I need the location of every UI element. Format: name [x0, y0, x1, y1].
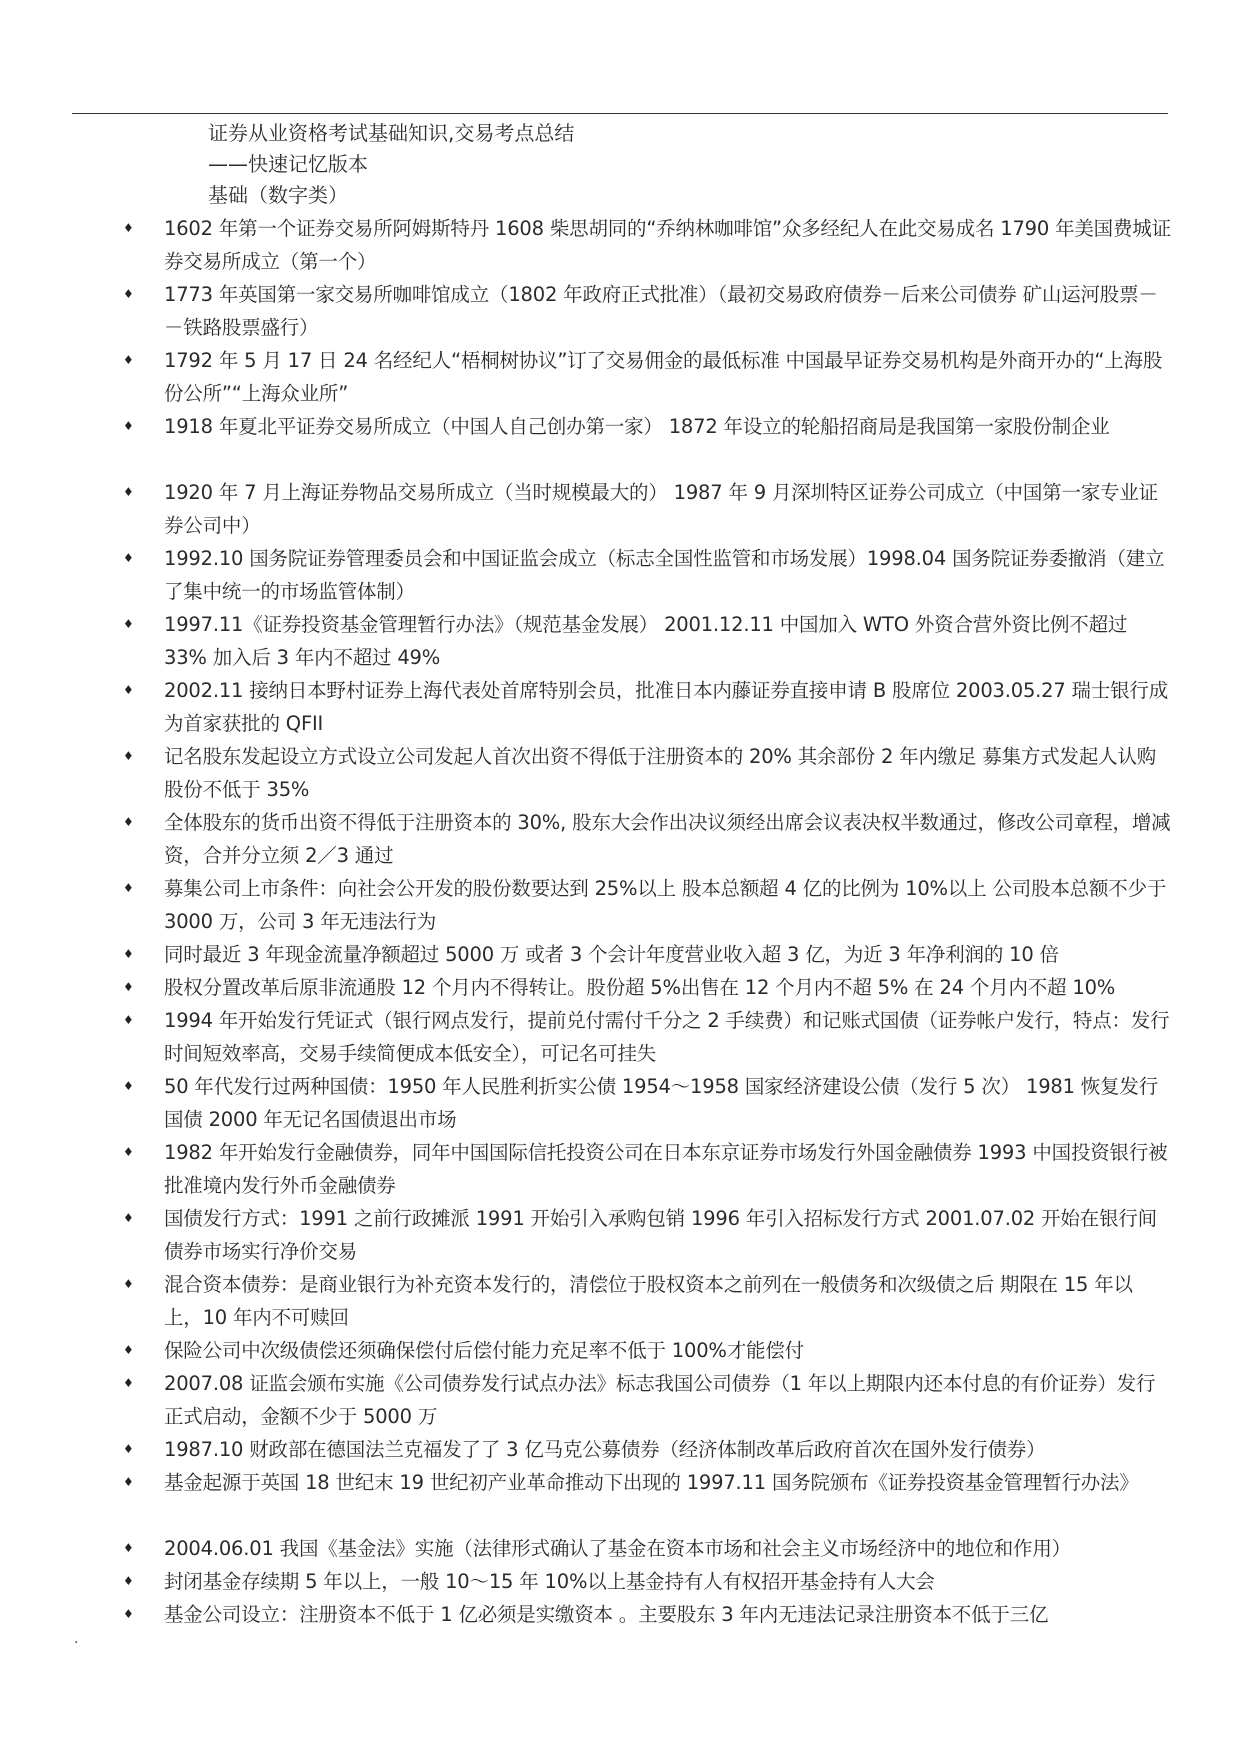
- list-item-text: 基金公司设立：注册资本不低于 1 亿必须是实缴资本 。主要股东 3 年内无违法记录注册资本不低于三亿: [164, 1603, 1049, 1626]
- list-item: [0, 938, 1241, 971]
- list-item: [0, 410, 1241, 476]
- header-rule: [72, 113, 1168, 114]
- diamond-bullet-icon: ♦: [123, 683, 134, 697]
- footer-mark: .: [74, 1631, 79, 1647]
- list-item-text: 股权分置改革后原非流通股 12 个月内不得转让。股份超 5%出售在 12 个月内不超 5% 在 24 个月内不超 10%: [164, 976, 1116, 999]
- diamond-bullet-icon: ♦: [123, 419, 134, 433]
- list-item-text: 同时最近 3 年现金流量净额超过 5000 万 或者 3 个会计年度营业收入超 3 亿，为近 3 年净利润的 10 倍: [164, 943, 1059, 966]
- list-item: [0, 1136, 1241, 1202]
- list-item-text: 1792 年 5 月 17 日 24 名经纪人“梧桐树协议”订了交易佣金的最低标准 中国最早证券交易机构是外商开办的“上海股份公所”“上海众业所”: [164, 349, 1163, 405]
- list-item-text: 国债发行方式：1991 之前行政摊派 1991 开始引入承购包销 1996 年引入招标发行方式 2001.07.02 开始在银行间债券市场实行净价交易: [164, 1207, 1157, 1263]
- list-item: [0, 278, 1241, 344]
- list-item: [0, 1334, 1241, 1367]
- section-heading: 基础（数字类）: [208, 183, 348, 207]
- list-item: [0, 1433, 1241, 1466]
- list-item-text: 1982 年开始发行金融债券，同年中国国际信托投资公司在日本东京证券市场发行外国金融债券 1993 中国投资银行被批准境内发行外币金融债券: [164, 1141, 1168, 1197]
- title-block: [208, 118, 574, 211]
- fact-list: [0, 212, 1241, 1631]
- diamond-bullet-icon: ♦: [123, 1211, 134, 1225]
- list-item: [0, 1070, 1241, 1136]
- list-item-text: 1602 年第一个证券交易所阿姆斯特丹 1608 柴思胡同的“乔纳林咖啡馆”众多经纪人在此交易成名 1790 年美国费城证券交易所成立（第一个）: [164, 217, 1171, 273]
- list-item: [0, 1004, 1241, 1070]
- list-item: [0, 1565, 1241, 1598]
- list-item: [0, 344, 1241, 410]
- list-item-text: 全体股东的货币出资不得低于注册资本的 30%, 股东大会作出决议须经出席会议表决权半数通过，修改公司章程，增减资，合并分立须 2／3 通过: [164, 811, 1171, 867]
- document-title: 证券从业资格考试基础知识,交易考点总结: [208, 121, 575, 145]
- list-item: [0, 476, 1241, 542]
- list-item-text: 记名股东发起设立方式设立公司发起人首次出资不得低于注册资本的 20% 其余部份 2 年内缴足 募集方式发起人认购股份不低于 35%: [164, 745, 1157, 801]
- list-item: [0, 542, 1241, 608]
- list-item-text: 募集公司上市条件：向社会公开发的股份数要达到 25%以上 股本总额超 4 亿的比例为 10%以上 公司股本总额不少于 3000 万，公司 3 年无违法行为: [164, 877, 1167, 933]
- diamond-bullet-icon: ♦: [123, 1442, 134, 1456]
- document-subtitle: ——快速记忆版本: [208, 152, 368, 176]
- diamond-bullet-icon: ♦: [123, 353, 134, 367]
- diamond-bullet-icon: ♦: [123, 980, 134, 994]
- list-item: [0, 674, 1241, 740]
- list-item: [0, 1367, 1241, 1433]
- list-item: [0, 1532, 1241, 1565]
- diamond-bullet-icon: ♦: [123, 617, 134, 631]
- list-item-text: 1997.11《证券投资基金管理暂行办法》（规范基金发展） 2001.12.11 中国加入 WTO 外资合营外资比例不超过 33% 加入后 3 年内不超过 49%: [164, 613, 1128, 669]
- list-item-text: 50 年代发行过两种国债：1950 年人民胜利折实公债 1954～1958 国家经济建设公债（发行 5 次） 1981 恢复发行国债 2000 年无记名国债退出市场: [164, 1075, 1159, 1131]
- list-item-text: 保险公司中次级债偿还须确保偿付后偿付能力充足率不低于 100%才能偿付: [164, 1339, 804, 1362]
- list-item: [0, 872, 1241, 938]
- list-item: [0, 608, 1241, 674]
- diamond-bullet-icon: ♦: [123, 1079, 134, 1093]
- list-item-text: 1994 年开始发行凭证式（银行网点发行，提前兑付需付千分之 2 手续费）和记账式国债（证券帐户发行，特点：发行时间短效率高，交易手续简便成本低安全），可记名可挂失: [164, 1009, 1170, 1065]
- diamond-bullet-icon: ♦: [123, 551, 134, 565]
- diamond-bullet-icon: ♦: [123, 1574, 134, 1588]
- diamond-bullet-icon: ♦: [123, 1145, 134, 1159]
- list-item: [0, 1202, 1241, 1268]
- list-item-text: 1773 年英国第一家交易所咖啡馆成立（1802 年政府正式批准）（最初交易政府债券－后来公司债券 矿山运河股票－－铁路股票盛行）: [164, 283, 1158, 339]
- list-item-text: 2004.06.01 我国《基金法》实施（法律形式确认了基金在资本市场和社会主义市场经济中的地位和作用）: [164, 1537, 1071, 1560]
- list-item: [0, 806, 1241, 872]
- diamond-bullet-icon: ♦: [123, 1277, 134, 1291]
- diamond-bullet-icon: ♦: [123, 1607, 134, 1621]
- diamond-bullet-icon: ♦: [123, 1343, 134, 1357]
- diamond-bullet-icon: ♦: [123, 815, 134, 829]
- list-item-text: 基金起源于英国 18 世纪末 19 世纪初产业革命推动下出现的 1997.11 国务院颁布《证券投资基金管理暂行办法》: [164, 1471, 1139, 1494]
- list-item-text: 1918 年夏北平证券交易所成立（中国人自己创办第一家） 1872 年设立的轮船招商局是我国第一家股份制企业: [164, 415, 1110, 438]
- list-item: [0, 212, 1241, 278]
- diamond-bullet-icon: ♦: [123, 221, 134, 235]
- list-item-text: 混合资本债券：是商业银行为补充资本发行的，清偿位于股权资本之前列在一般债务和次级债之后 期限在 15 年以上，10 年内不可赎回: [164, 1273, 1133, 1329]
- list-item-text: 封闭基金存续期 5 年以上，一般 10～15 年 10%以上基金持有人有权招开基金持有人大会: [164, 1570, 935, 1593]
- diamond-bullet-icon: ♦: [123, 1376, 134, 1390]
- diamond-bullet-icon: ♦: [123, 881, 134, 895]
- diamond-bullet-icon: ♦: [123, 485, 134, 499]
- list-item: [0, 1268, 1241, 1334]
- list-item-text: 1987.10 财政部在德国法兰克福发了了 3 亿马克公募债券（经济体制改革后政府首次在国外发行债券）: [164, 1438, 1046, 1461]
- list-item: [0, 971, 1241, 1004]
- list-item-text: 1992.10 国务院证券管理委员会和中国证监会成立（标志全国性监管和市场发展）1998.04 国务院证券委撤消（建立了集中统一的市场监管体制）: [164, 547, 1165, 603]
- diamond-bullet-icon: ♦: [123, 1475, 134, 1489]
- list-item: [0, 1598, 1241, 1631]
- diamond-bullet-icon: ♦: [123, 947, 134, 961]
- list-item-text: 2002.11 接纳日本野村证券上海代表处首席特别会员，批准日本内藤证券直接申请 B 股席位 2003.05.27 瑞士银行成为首家获批的 QFII: [164, 679, 1169, 735]
- list-item: [0, 1466, 1241, 1532]
- diamond-bullet-icon: ♦: [123, 1013, 134, 1027]
- list-item: [0, 740, 1241, 806]
- list-item-text: 1920 年 7 月上海证券物品交易所成立（当时规模最大的） 1987 年 9 月深圳特区证券公司成立（中国第一家专业证券公司中）: [164, 481, 1158, 537]
- diamond-bullet-icon: ♦: [123, 287, 134, 301]
- list-item-text: 2007.08 证监会颁布实施《公司债券发行试点办法》标志我国公司债券（1 年以上期限内还本付息的有价证券）发行正式启动，金额不少于 5000 万: [164, 1372, 1156, 1428]
- diamond-bullet-icon: ♦: [123, 1541, 134, 1555]
- diamond-bullet-icon: ♦: [123, 749, 134, 763]
